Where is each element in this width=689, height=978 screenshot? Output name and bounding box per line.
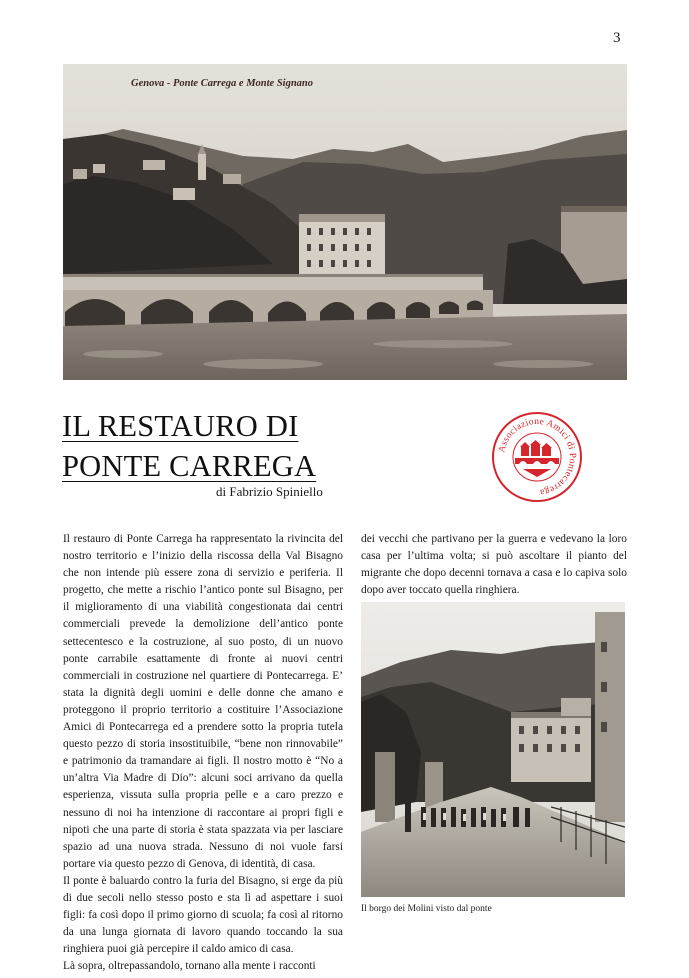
article-paragraph: Il ponte è baluardo contro la furia del Bisagno, si erge da più di due secoli nello stesso posto e sta lì ad aspettare i suoi figli: fa così dopo il primo giorno di scuola; fa così al ritorno da una lunga giornata di lavoro quando toccando la sua ringhiera puoi già percepire il caldo amico di casa.	[63, 874, 343, 956]
article-title-line-1: IL RESTAURO DI	[62, 409, 299, 443]
association-logo-seal	[491, 411, 583, 503]
ponte-carrega-photo-graphic	[63, 64, 627, 380]
article-paragraph: Là sopra, oltrepassandolo, tornano alla mente i racconti	[63, 960, 316, 973]
article-paragraph: dei vecchi che partivano per la guerra e vedevano la loro casa per l’ultima volta; si può ascoltare il pianto del migrante che dopo decenni tornava a casa e lo capiva solo dopo aver toccato quella ringhiera.	[361, 533, 627, 597]
article-column-left	[63, 531, 343, 975]
logo-ring-text: Associazione Amici di Pontecarrega	[497, 416, 578, 497]
side-photo-caption: Il borgo dei Molini visto dal ponte	[361, 904, 492, 914]
article-title	[62, 406, 316, 486]
postcard-caption: Genova - Ponte Carrega e Monte Signano	[131, 78, 314, 89]
page-number: 3	[613, 30, 621, 46]
article-author: di Fabrizio Spiniello	[216, 484, 323, 499]
ponte-carrega-photo	[63, 64, 627, 380]
borgo-dei-molini-photo	[361, 602, 625, 897]
article-paragraph: Il restauro di Ponte Carrega ha rappresentato la rivincita del nostro territorio e l’inizio della riscossa della Val Bisagno che non intende più essere zona di servizio e periferia. Il progetto, che mette a rischio l’antico ponte sul Bisagno, per il miglioramento di una viabilità congestionata dai centri commerciali prevede la demolizione dell’antico ponte settecentesco e la costruzione, al suo posto, di un nuovo ponte carrabile esattamente di fronte ai nuovi centri commerciali in costruzione nel quartiere di Pontecarrega. E’ stata la dignità degli uomini e delle donne che amano e proteggono il proprio territorio a costituire l’Associazione Amici di Pontecarrega ed a prendere sotto la propria tutela questo pezzo di storia insostituibile, “bene non rinnovabile” e patrimonio da tramandare ai figli. Il nostro motto è “No a un’altra Via Madre di Dio”: alcuni soci arrivano da quella esperienza, vissuta sulla propria pelle e a caro prezzo e nessuno di noi ha intenzione di raccontare ai propri figli e nipoti che una parte di storia è stata spazzata via per lasciare spazio ad una nuova strada. Nessuno di noi vuole farsi portare via questo pezzo di Genova, di identità, di casa.	[63, 533, 343, 870]
association-logo	[491, 411, 583, 503]
borgo-dei-molini-photo-graphic	[361, 602, 625, 897]
article-column-right	[361, 531, 627, 599]
article-title-line-2: PONTE CARREGA	[62, 449, 317, 483]
